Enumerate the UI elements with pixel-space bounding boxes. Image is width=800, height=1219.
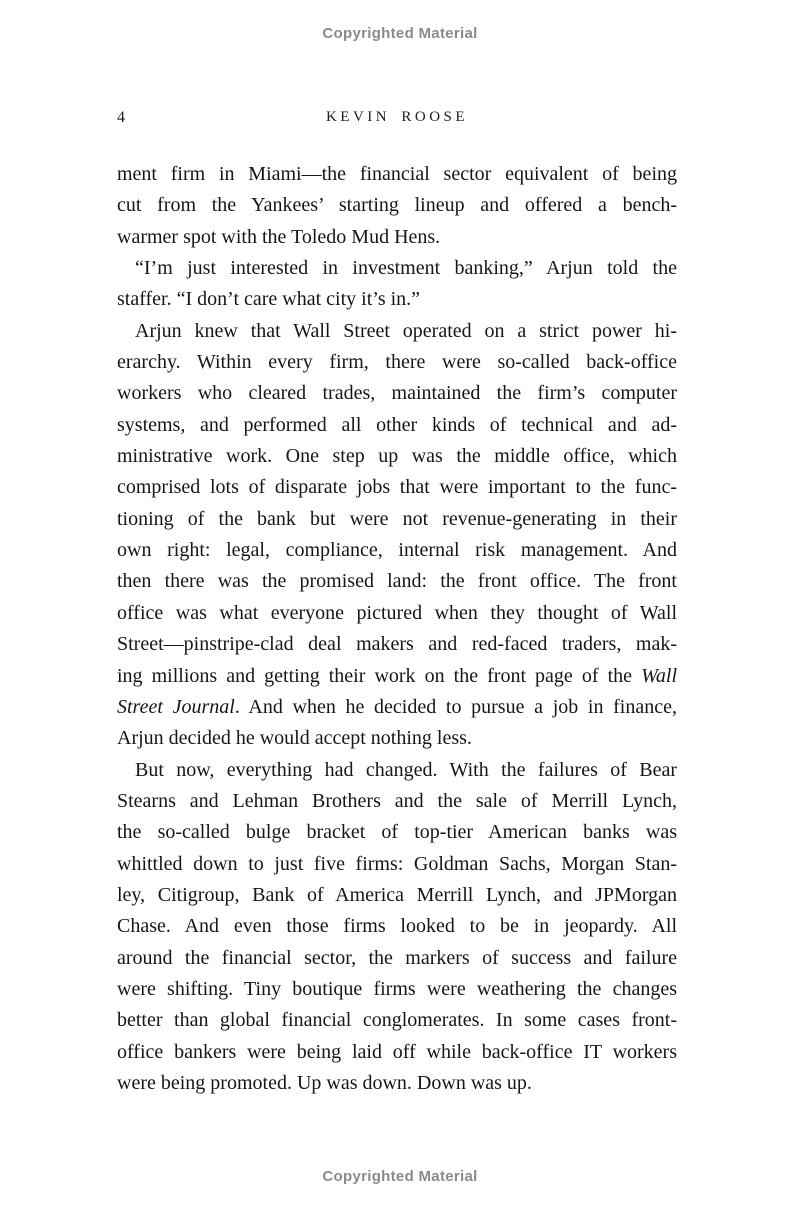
text-segment: Stearns and Lehman Brothers and the sale of Merrill Lynch, bbox=[117, 789, 677, 812]
italic-text-segment: Street Journal bbox=[117, 695, 235, 718]
text-segment: better than global financial conglomerates. In some cases front- bbox=[117, 1009, 677, 1032]
text-line bbox=[117, 378, 677, 409]
text-line bbox=[117, 629, 677, 660]
text-segment: ley, Citigroup, Bank of America Merrill Lynch, and JPMorgan bbox=[117, 883, 677, 906]
text-line bbox=[117, 1068, 677, 1099]
text-segment: Street—pinstripe-clad deal makers and red-faced traders, mak- bbox=[117, 633, 677, 656]
page-number: 4 bbox=[117, 109, 125, 126]
text-line bbox=[117, 441, 677, 472]
text-segment: erarchy. Within every firm, there were so-called back-office bbox=[117, 351, 677, 374]
text-line bbox=[117, 253, 677, 284]
text-segment: warmer spot with the Toledo Mud Hens. bbox=[117, 225, 441, 248]
text-segment: were shifting. Tiny boutique firms were weathering the changes bbox=[117, 977, 677, 1000]
text-line bbox=[117, 598, 677, 629]
text-line bbox=[117, 347, 677, 378]
text-segment: office bankers were being laid off while back-office IT workers bbox=[117, 1040, 677, 1063]
text-segment: the so-called bulge bracket of top-tier American banks was bbox=[117, 821, 677, 844]
text-segment: systems, and performed all other kinds of technical and ad- bbox=[117, 413, 677, 436]
text-line bbox=[117, 974, 677, 1005]
text-line bbox=[117, 222, 677, 253]
text-segment: Chase. And even those firms looked to be in jeopardy. All bbox=[117, 915, 677, 938]
text-segment: whittled down to just five firms: Goldman Sachs, Morgan Stan- bbox=[117, 852, 677, 875]
text-segment: comprised lots of disparate jobs that were important to the func- bbox=[117, 476, 677, 499]
text-line bbox=[117, 410, 677, 441]
text-segment: ing millions and getting their work on the front page of the bbox=[117, 664, 642, 687]
text-line bbox=[117, 316, 677, 347]
text-segment: “I’m just interested in investment banking,” Arjun told the bbox=[135, 257, 677, 280]
text-segment: office was what everyone pictured when they thought of Wall bbox=[117, 601, 677, 624]
running-header: KEVIN ROOSE bbox=[325, 109, 469, 125]
text-line bbox=[117, 661, 677, 692]
text-line bbox=[117, 535, 677, 566]
text-line bbox=[117, 566, 677, 597]
text-segment: . And when he decided to pursue a job in finance, bbox=[234, 695, 677, 718]
text-line bbox=[117, 786, 677, 817]
text-line bbox=[117, 880, 677, 911]
page-body bbox=[117, 159, 677, 1099]
text-segment: tioning of the bank but were not revenue-generating in their bbox=[117, 507, 677, 530]
text-segment: cut from the Yankees’ starting lineup and offered a bench- bbox=[117, 194, 677, 217]
text-line bbox=[117, 943, 677, 974]
text-segment: were being promoted. Up was down. Down was up. bbox=[117, 1071, 532, 1094]
text-line bbox=[117, 159, 677, 190]
text-segment: Arjun decided he would accept nothing less. bbox=[117, 727, 472, 750]
text-segment: then there was the promised land: the front office. The front bbox=[117, 570, 677, 593]
text-line bbox=[117, 692, 677, 723]
text-line bbox=[117, 284, 677, 315]
text-line bbox=[117, 755, 677, 786]
text-segment: Arjun knew that Wall Street operated on a strict power hi- bbox=[135, 319, 677, 342]
italic-text-segment: Wall bbox=[641, 664, 677, 687]
text-line bbox=[117, 849, 677, 880]
text-segment: around the financial sector, the markers of success and failure bbox=[117, 946, 677, 969]
page-header bbox=[117, 109, 677, 129]
text-segment: ministrative work. One step up was the middle office, which bbox=[117, 445, 677, 468]
copyright-notice-bottom: Copyrighted Material bbox=[322, 1168, 478, 1185]
text-line bbox=[117, 723, 677, 754]
text-line bbox=[117, 472, 677, 503]
text-segment: own right: legal, compliance, internal risk management. And bbox=[117, 539, 677, 562]
text-line bbox=[117, 817, 677, 848]
text-segment: But now, everything had changed. With the failures of Bear bbox=[135, 758, 677, 781]
text-line bbox=[117, 911, 677, 942]
text-segment: workers who cleared trades, maintained the firm’s computer bbox=[117, 382, 677, 405]
text-line bbox=[117, 190, 677, 221]
text-segment: staffer. “I don’t care what city it’s in.” bbox=[117, 288, 421, 311]
text-line bbox=[117, 1037, 677, 1068]
text-segment: ment firm in Miami—the financial sector equivalent of being bbox=[117, 163, 677, 185]
copyright-notice-top: Copyrighted Material bbox=[322, 25, 478, 42]
text-line bbox=[117, 1005, 677, 1036]
text-line bbox=[117, 504, 677, 535]
